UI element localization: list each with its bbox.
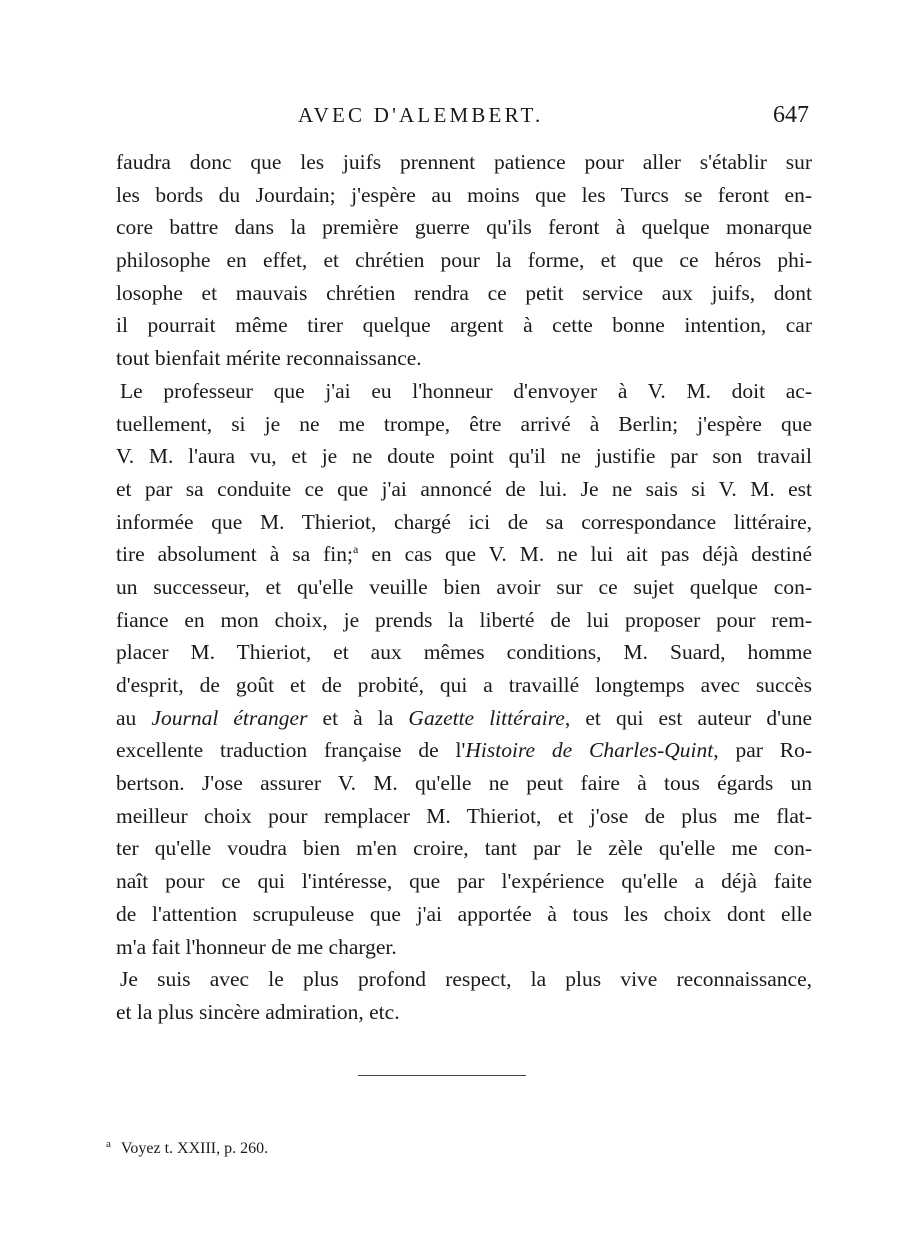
line-text: , et qui est auteur d'une <box>564 705 812 730</box>
text-line: core battre dans la première guerre qu'ils feront à quelque monarque <box>116 215 812 240</box>
text-line: un successeur, et qu'elle veuille bien avoir sur ce sujet quelque con- <box>116 574 812 599</box>
running-head <box>0 103 900 133</box>
line-text: excellente traduction française de l' <box>116 738 466 763</box>
text-line: informée que M. Thieriot, chargé ici de sa correspondance littéraire, <box>116 509 812 534</box>
gazette-title: Gazette littéraire <box>408 705 565 730</box>
text-line: il pourrait même tirer quelque argent à cette bonne intention, car <box>116 313 812 338</box>
text-line: et par sa conduite ce que j'ai annoncé de lui. Je ne sais si V. M. est <box>116 476 812 501</box>
text-line: V. M. l'aura vu, et je ne doute point qu'il ne justifie par son travail <box>116 444 812 469</box>
book-title: Histoire de Charles-Quint <box>465 738 714 763</box>
text-line: m'a fait l'honneur de me charger. <box>116 934 397 959</box>
text-line <box>116 734 812 767</box>
footnote-reference: a <box>353 542 359 557</box>
text-line: naît pour ce qui l'intéresse, que par l'expérience qu'elle a déjà faite <box>116 869 812 894</box>
text-line: les bords du Jourdain; j'espère au moins que les Turcs se feront en- <box>116 182 812 207</box>
letter-text <box>116 146 812 1029</box>
text-line <box>116 702 812 735</box>
text-line: fiance en mon choix, je prends la liberté de lui proposer pour rem- <box>116 607 812 632</box>
footnote-text: Voyez t. XXIII, p. 260. <box>120 1140 269 1157</box>
line-text: au <box>116 705 152 730</box>
text-line: tout bienfait mérite reconnaissance. <box>116 346 422 371</box>
text-line: placer M. Thieriot, et aux mêmes conditions, M. Suard, homme <box>116 640 812 665</box>
text-line: tuellement, si je ne me trompe, être arrivé à Berlin; j'espère que <box>116 411 812 436</box>
line-text: en cas que V. M. ne lui ait pas déjà destiné <box>358 542 812 567</box>
text-line: philosophe en effet, et chrétien pour la forme, et que ce héros phi- <box>116 248 812 273</box>
running-title: AVEC D'ALEMBERT. <box>298 103 544 127</box>
footnote-mark: a <box>106 1137 111 1150</box>
text-line: meilleur choix pour remplacer M. Thieriot, et j'ose de plus me flat- <box>116 803 812 828</box>
text-line <box>116 538 812 571</box>
line-text: et à la <box>307 705 409 730</box>
text-line: Je suis avec le plus profond respect, la plus vive reconnaissance, <box>120 967 812 992</box>
line-text: Le professeur que j'ai eu l'honneur d'envoyer à V. M. doit ac- <box>120 378 812 403</box>
text-line: losophe et mauvais chrétien rendra ce petit service aux juifs, dont <box>116 280 812 305</box>
page-number: 647 <box>773 102 809 128</box>
text-line: ter qu'elle voudra bien m'en croire, tant par le zèle qu'elle me con- <box>116 836 812 861</box>
text-line <box>116 375 812 408</box>
text-line: bertson. J'ose assurer V. M. qu'elle ne peut faire à tous égards un <box>116 771 812 796</box>
text-line: de l'attention scrupuleuse que j'ai apportée à tous les choix dont elle <box>116 901 812 926</box>
footnote <box>106 1137 269 1158</box>
line-text: tire absolument à sa fin; <box>116 542 354 567</box>
text-line: et la plus sincère admiration, etc. <box>116 999 400 1024</box>
journal-title: Journal étranger <box>151 705 308 730</box>
text-line: faudra donc que les juifs prennent patience pour aller s'établir sur <box>116 150 812 174</box>
text-line: d'esprit, de goût et de probité, qui a travaillé longtemps avec succès <box>116 673 812 697</box>
line-text: , par Ro- <box>713 738 812 763</box>
footnote-separator <box>358 1075 526 1076</box>
